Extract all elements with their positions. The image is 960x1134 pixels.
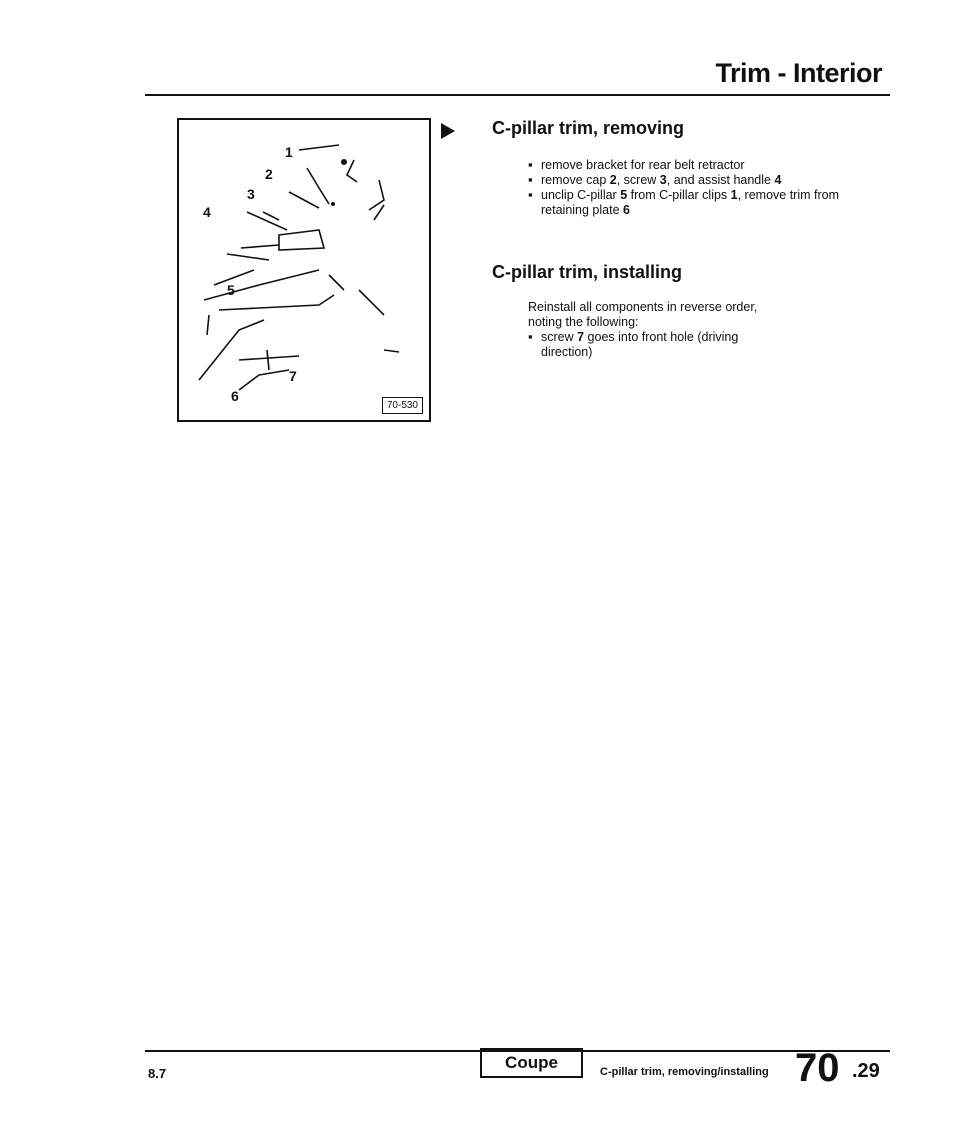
list-item: ▪ remove bracket for rear belt retractor [528, 158, 873, 173]
c-pillar-illustration [179, 120, 433, 424]
section-heading-removing: C-pillar trim, removing [492, 118, 685, 138]
header-rule [145, 94, 890, 96]
section-heading-installing: C-pillar trim, installing [492, 262, 683, 282]
model-badge: Coupe [480, 1048, 583, 1078]
callout-7: 7 [289, 368, 297, 384]
removing-steps [528, 158, 873, 218]
page-number-minor: .29 [852, 1060, 880, 1082]
page-code: 8.7 [148, 1066, 167, 1081]
intro-line: noting the following: [528, 315, 639, 329]
callout-4: 4 [203, 204, 211, 220]
list-item: ▪ unclip C-pillar 5 from C-pillar clips 1, remove trim from retaining plate 6 [528, 188, 873, 218]
callout-2: 2 [265, 166, 273, 182]
intro-line: Reinstall all components in reverse order, [528, 300, 758, 314]
figure-code: 70-530 [382, 397, 423, 414]
list-item: ▪ screw 7 goes into front hole (driving direction) [528, 330, 788, 360]
footer-description: C-pillar trim, removing/installing [600, 1066, 769, 1078]
figure-c-pillar-trim [177, 118, 431, 422]
callout-3: 3 [247, 186, 255, 202]
installing-steps [528, 300, 873, 360]
callout-1: 1 [285, 144, 293, 160]
page-title: Trim - Interior [715, 58, 882, 88]
callout-5: 5 [227, 282, 235, 298]
list-item: ▪ remove cap 2, screw 3, and assist handle 4 [528, 173, 873, 188]
arrow-pointer-icon [441, 123, 455, 139]
page-number-major: 70 [795, 1046, 840, 1090]
callout-6: 6 [231, 388, 239, 404]
